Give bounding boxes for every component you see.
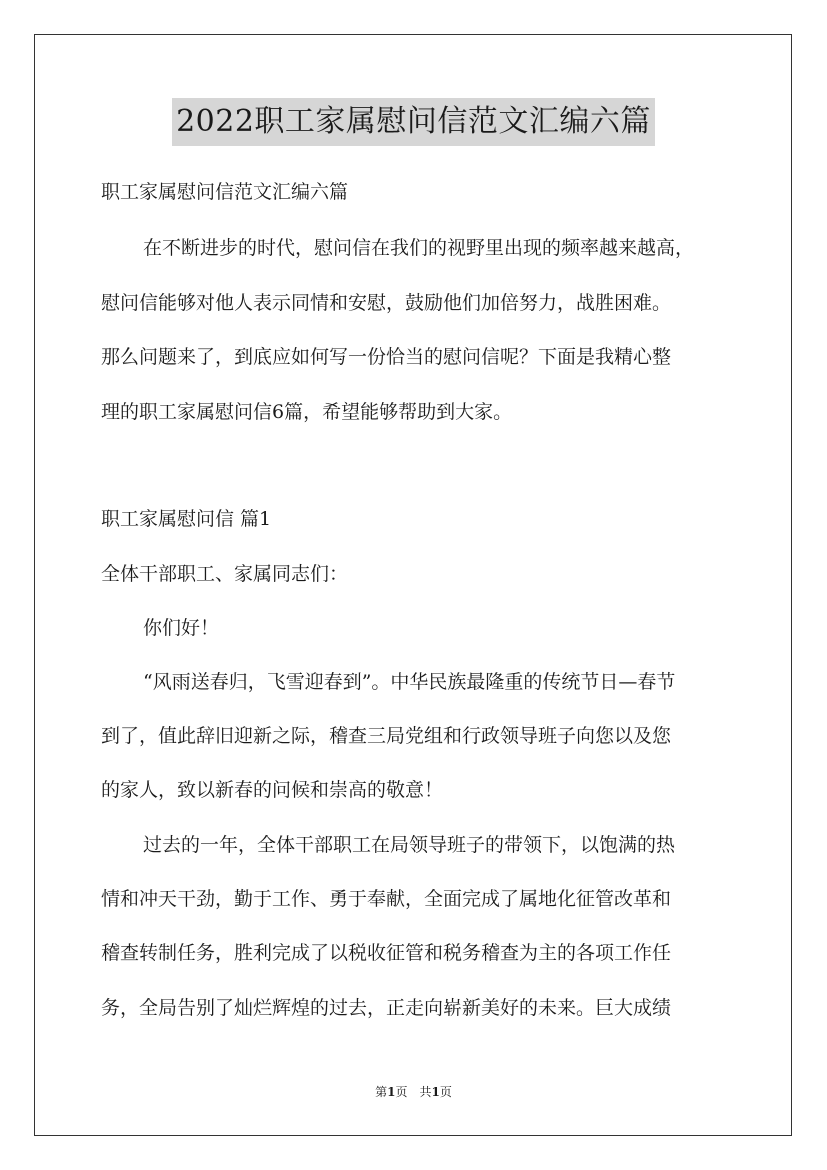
footer-total-prefix: 共 — [419, 1085, 432, 1099]
body-line-3: 的家人，致以新春的问候和崇高的敬意！ — [101, 779, 444, 801]
footer-page-prefix: 第 — [375, 1085, 388, 1099]
intro-line-2: 慰问信能够对他人表示同情和安慰，鼓励他们加倍努力，战胜困难。 — [101, 292, 672, 314]
intro-line-3: 那么问题来了，到底应如何写一份恰当的慰问信呢？下面是我精心整 — [101, 346, 672, 368]
body-line-6: 稽查转制任务，胜利完成了以税收征管和税务稽查为主的各项工作任 — [101, 942, 672, 964]
body-line-5: 情和冲天干劲，勤于工作、勇于奉献，全面完成了属地化征管改革和 — [101, 888, 672, 910]
section-heading: 职工家属慰问信 篇1 — [101, 508, 272, 530]
intro-line-4: 理的职工家属慰问信6篇，希望能够帮助到大家。 — [101, 401, 513, 423]
body-line-4: 过去的一年，全体干部职工在局领导班子的带领下，以饱满的热 — [143, 834, 676, 856]
body-line-1: “风雨送春归，飞雪迎春到”。中华民族最隆重的传统节日—春节 — [143, 671, 676, 693]
footer-total-number: 1 — [431, 1085, 440, 1099]
page-footer — [0, 1083, 827, 1101]
title-container — [0, 98, 827, 146]
intro-line-1: 在不断进步的时代，慰问信在我们的视野里出现的频率越来越高， — [143, 237, 695, 259]
body-line-2: 到了，值此辞旧迎新之际，稽查三局党组和行政领导班子向您以及您 — [101, 725, 672, 747]
document-title: 2022职工家属慰问信范文汇编六篇 — [172, 98, 655, 146]
footer-page-number: 1 — [387, 1085, 396, 1099]
body-line-7: 务，全局告别了灿烂辉煌的过去，正走向崭新美好的未来。巨大成绩 — [101, 997, 672, 1019]
footer-total-suffix: 页 — [439, 1085, 452, 1099]
greeting: 你们好！ — [143, 617, 220, 639]
subtitle-line: 职工家属慰问信范文汇编六篇 — [101, 181, 349, 203]
footer-page-suffix: 页 — [395, 1085, 408, 1099]
salutation: 全体干部职工、家属同志们： — [101, 563, 349, 585]
